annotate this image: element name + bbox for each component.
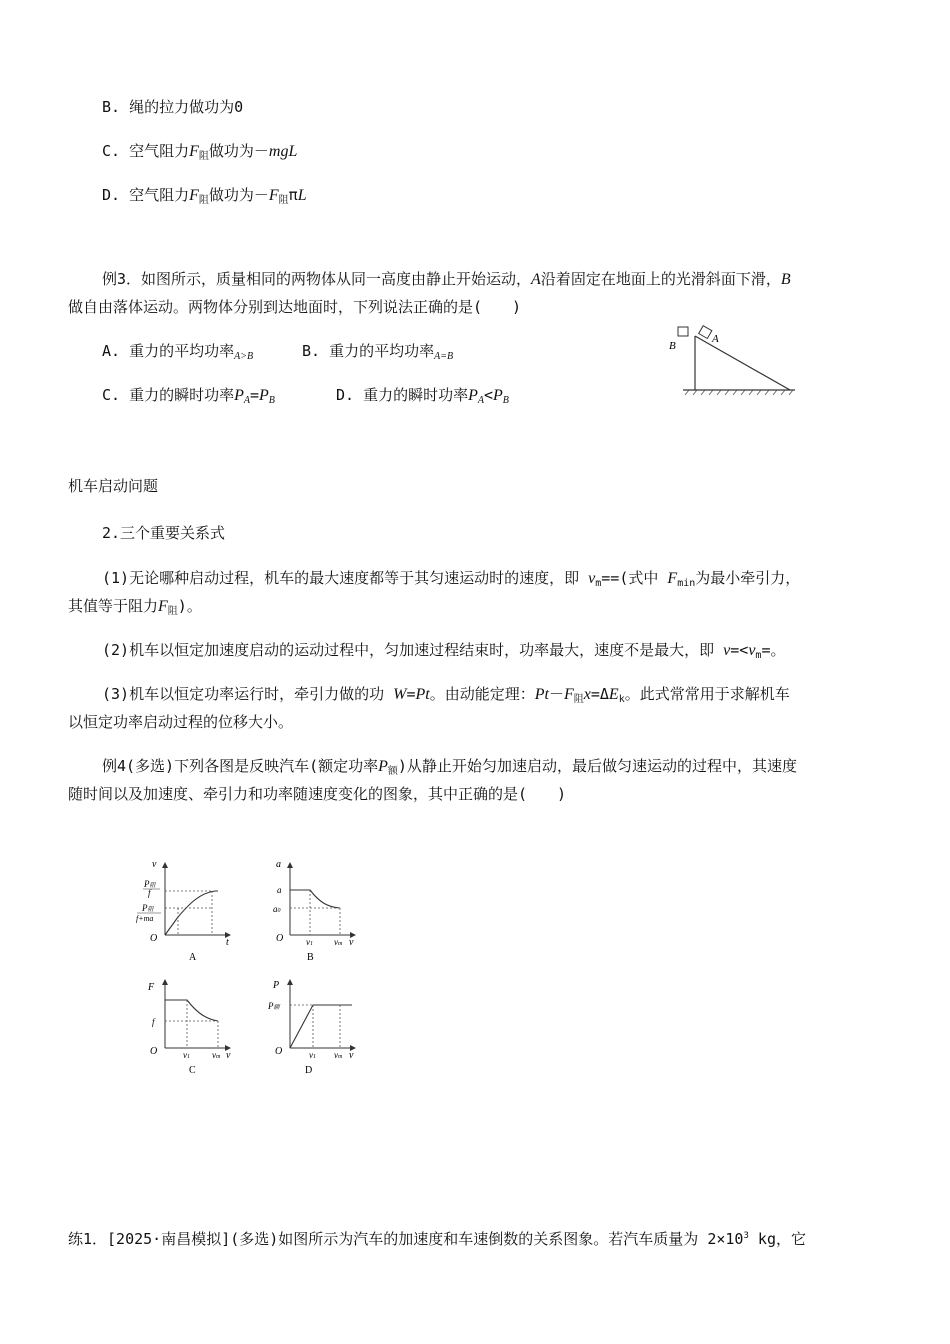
svg-text:D: D xyxy=(305,1065,313,1076)
svg-text:B: B xyxy=(307,952,314,963)
svg-text:v1: v1 xyxy=(306,937,313,947)
svg-text:f: f xyxy=(148,888,151,898)
example3-line1: 例3．如图所示，质量相同的两物体从同一高度由静止开始运动，A沿着固定在地面上的光滑斜面下滑，B xyxy=(102,270,791,288)
svg-text:f: f xyxy=(152,1017,155,1027)
svg-text:v: v xyxy=(349,1050,354,1061)
svg-text:O: O xyxy=(150,933,158,944)
svg-text:v1: v1 xyxy=(183,1050,190,1060)
svg-text:O: O xyxy=(276,933,284,944)
svg-text:v: v xyxy=(152,859,157,870)
svg-text:P阻: P阻 xyxy=(144,879,156,889)
graphs-figure xyxy=(130,855,370,1080)
option-b: B. 绳的拉力做功为0 xyxy=(102,98,244,116)
relations-title: 2.三个重要关系式 xyxy=(102,524,226,542)
example3-option-b: B. 重力的平均功率$_{A=B}$ xyxy=(302,342,454,362)
example3-line2: 做自由落体运动。两物体分别到达地面时，下列说法正确的是( ) xyxy=(68,298,522,316)
option-d: D. 空气阻力$F_阻$做功为$-F_阻\pi L$ xyxy=(102,186,307,206)
example4-line1: 例4(多选)下列各图是反映汽车(额定功率$P_额$)从静止开始匀加速启动，最后做匀速运动的过程中，其速度 xyxy=(102,757,797,777)
practice-1: 练1．[2025·南昌模拟](多选)如图所示为汽车的加速度和车速倒数的关系图象。若汽车质量为 $2\times 10^3$ kg，它 xyxy=(68,1230,806,1248)
svg-text:P: P xyxy=(273,980,280,991)
svg-text:C: C xyxy=(189,1065,196,1076)
svg-text:O: O xyxy=(150,1046,158,1057)
svg-text:v: v xyxy=(226,1050,231,1061)
label-b: B xyxy=(669,340,676,352)
svg-text:t: t xyxy=(226,937,229,948)
svg-text:f+ma: f+ma xyxy=(136,914,154,923)
svg-text:v: v xyxy=(349,937,354,948)
svg-text:vm: vm xyxy=(334,1050,343,1060)
svg-text:F: F xyxy=(148,982,155,993)
section-title: 机车启动问题 xyxy=(68,477,159,495)
svg-text:a: a xyxy=(276,859,281,870)
svg-text:A: A xyxy=(189,952,197,963)
option-c: C. 空气阻力$F_阻$做功为－mgL xyxy=(102,142,298,162)
relation-1-line2: 其值等于阻力$F_阻$)。 xyxy=(68,597,202,617)
example3-option-c: C. 重力的瞬时功率$P_A=P_B$ xyxy=(102,386,275,406)
graph-b xyxy=(273,859,355,963)
svg-text:a0: a0 xyxy=(273,904,281,914)
relation-2: (2)机车以恒定加速度启动的运动过程中，匀加速过程结束时，功率最大，速度不是最大，即 $v=<v_m=$。 xyxy=(102,641,786,661)
graph-d xyxy=(267,980,355,1076)
graph-c xyxy=(147,980,231,1076)
svg-text:O: O xyxy=(275,1046,283,1057)
example3-option-a: A. 重力的平均功率$_{A>B}$ xyxy=(102,342,254,362)
svg-text:P阻: P阻 xyxy=(142,903,154,913)
svg-text:P额: P额 xyxy=(268,1001,280,1011)
example4-line2: 随时间以及加速度、牵引力和功率随速度变化的图象，其中正确的是( ) xyxy=(68,785,567,803)
svg-text:vm: vm xyxy=(334,937,343,947)
svg-text:v1: v1 xyxy=(309,1050,316,1060)
relation-3-line1: (3)机车以恒定功率运行时，牵引力做的功 W=Pt。由动能定理：$Pt-F_阻x=\Delta E_k$。此式常常用于求解机车 xyxy=(102,685,790,705)
label-a: A xyxy=(712,333,719,345)
svg-text:vm: vm xyxy=(212,1050,221,1060)
graph-a xyxy=(136,859,230,963)
svg-text:a: a xyxy=(277,885,282,895)
example3-option-d: D. 重力的瞬时功率$P_A<P_B$ xyxy=(336,386,509,406)
incline-figure xyxy=(665,322,805,400)
relation-3-line2: 以恒定功率启动过程的位移大小。 xyxy=(68,713,294,731)
relation-1-line1: (1)无论哪种启动过程，机车的最大速度都等于其匀速运动时的速度，即 $v_m==$(式中 $F_{min}$为最小牵引力， xyxy=(102,569,801,589)
